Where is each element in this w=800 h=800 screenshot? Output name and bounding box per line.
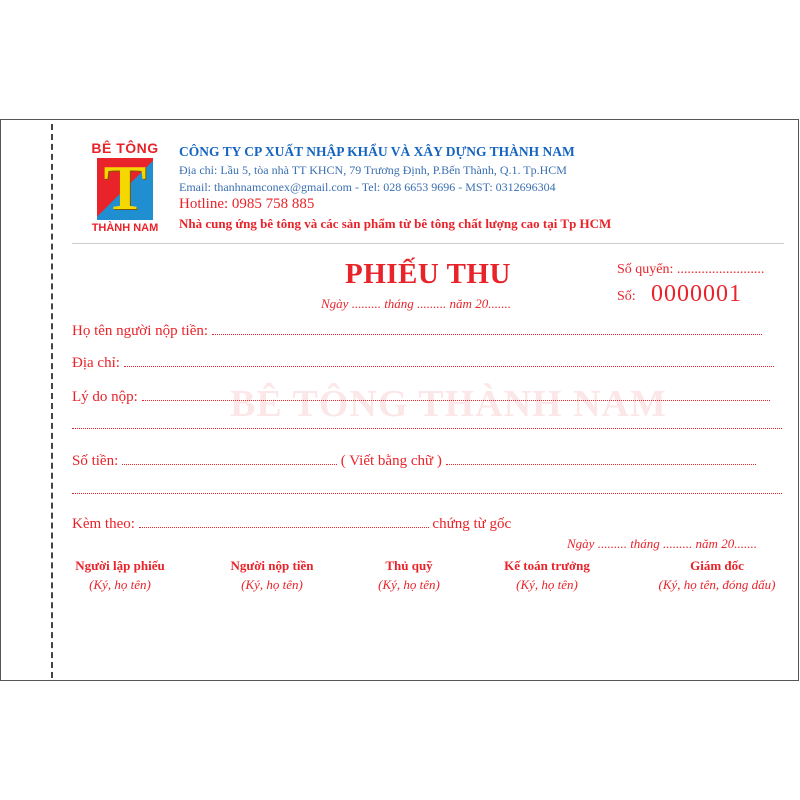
page-title: PHIẾU THU xyxy=(345,258,511,290)
attached-label: Kèm theo: xyxy=(72,516,135,532)
payer-row xyxy=(72,323,762,340)
signature-preparer xyxy=(60,558,180,593)
address-label: Địa chỉ: xyxy=(72,355,120,371)
reason-fill-line[interactable] xyxy=(142,396,770,401)
logo-top-text: BÊ TÔNG xyxy=(91,140,159,156)
attached-suffix: chứng từ gốc xyxy=(432,516,512,532)
receipt-number-label: Số: xyxy=(617,289,636,304)
header-divider xyxy=(72,243,784,244)
signature-role: Kế toán trưởng xyxy=(504,558,590,573)
signature-payer xyxy=(212,558,332,593)
logo-letter: T xyxy=(103,152,147,223)
signature-chief-accountant xyxy=(487,558,607,593)
reason-label: Lý do nộp: xyxy=(72,389,138,405)
signature-hint: (Ký, họ tên, đóng dấu) xyxy=(658,577,776,592)
perforation-line xyxy=(51,124,53,678)
receipt-number: 0000001 xyxy=(651,281,742,307)
reason-fill-line-2[interactable] xyxy=(72,428,782,429)
amount-label: Số tiền: xyxy=(72,453,119,469)
attached-fill-line[interactable] xyxy=(139,523,429,528)
signature-hint: (Ký, họ tên) xyxy=(89,577,151,592)
logo-bottom-text: THÀNH NAM xyxy=(91,222,159,234)
company-logo xyxy=(90,140,160,234)
sign-date: Ngày ......... tháng ......... năm 20....... xyxy=(567,536,757,551)
signature-role: Người lập phiếu xyxy=(75,558,165,573)
book-number: Số quyển: ......................... xyxy=(617,262,765,277)
signature-hint: (Ký, họ tên) xyxy=(378,577,440,592)
company-address: Địa chỉ: Lầu 5, tòa nhà TT KHCN, 79 Trương Định, P.Bến Thành, Q.1. Tp.HCM xyxy=(179,163,567,177)
company-slogan: Nhà cung ứng bê tông và các sản phẩm từ bê tông chất lượng cao tại Tp HCM xyxy=(179,216,612,231)
signature-role: Giám đốc xyxy=(690,558,744,573)
amount-words-label: ( Viết bằng chữ ) xyxy=(340,453,442,469)
signature-hint: (Ký, họ tên) xyxy=(241,577,303,592)
company-hotline: Hotline: 0985 758 885 xyxy=(179,196,315,212)
amount-fill-line-2[interactable] xyxy=(72,493,782,494)
signature-hint: (Ký, họ tên) xyxy=(516,577,578,592)
payer-label: Họ tên người nộp tiền: xyxy=(72,323,209,339)
reason-row xyxy=(72,389,770,406)
receipt-date: Ngày ......... tháng ......... năm 20....... xyxy=(321,296,511,311)
watermark: BÊ TÔNG THÀNH NAM xyxy=(230,383,667,425)
signature-role: Người nộp tiền xyxy=(230,558,314,573)
signature-role: Thủ quỹ xyxy=(385,558,433,573)
company-contact: Email: thanhnamconex@gmail.com - Tel: 028 6653 9696 - MST: 0312696304 xyxy=(179,180,556,194)
address-fill-line[interactable] xyxy=(124,362,774,367)
logo-badge xyxy=(97,152,153,223)
payer-fill-line[interactable] xyxy=(212,330,762,335)
amount-words-fill-line[interactable] xyxy=(446,460,756,465)
attached-row xyxy=(72,516,511,533)
address-row xyxy=(72,355,774,372)
signature-cashier xyxy=(349,558,469,593)
amount-row xyxy=(72,453,756,470)
amount-fill-line[interactable] xyxy=(122,460,337,465)
company-name: CÔNG TY CP XUẤT NHẬP KHẨU VÀ XÂY DỰNG THÀNH NAM xyxy=(179,144,575,159)
signature-director xyxy=(642,558,792,593)
